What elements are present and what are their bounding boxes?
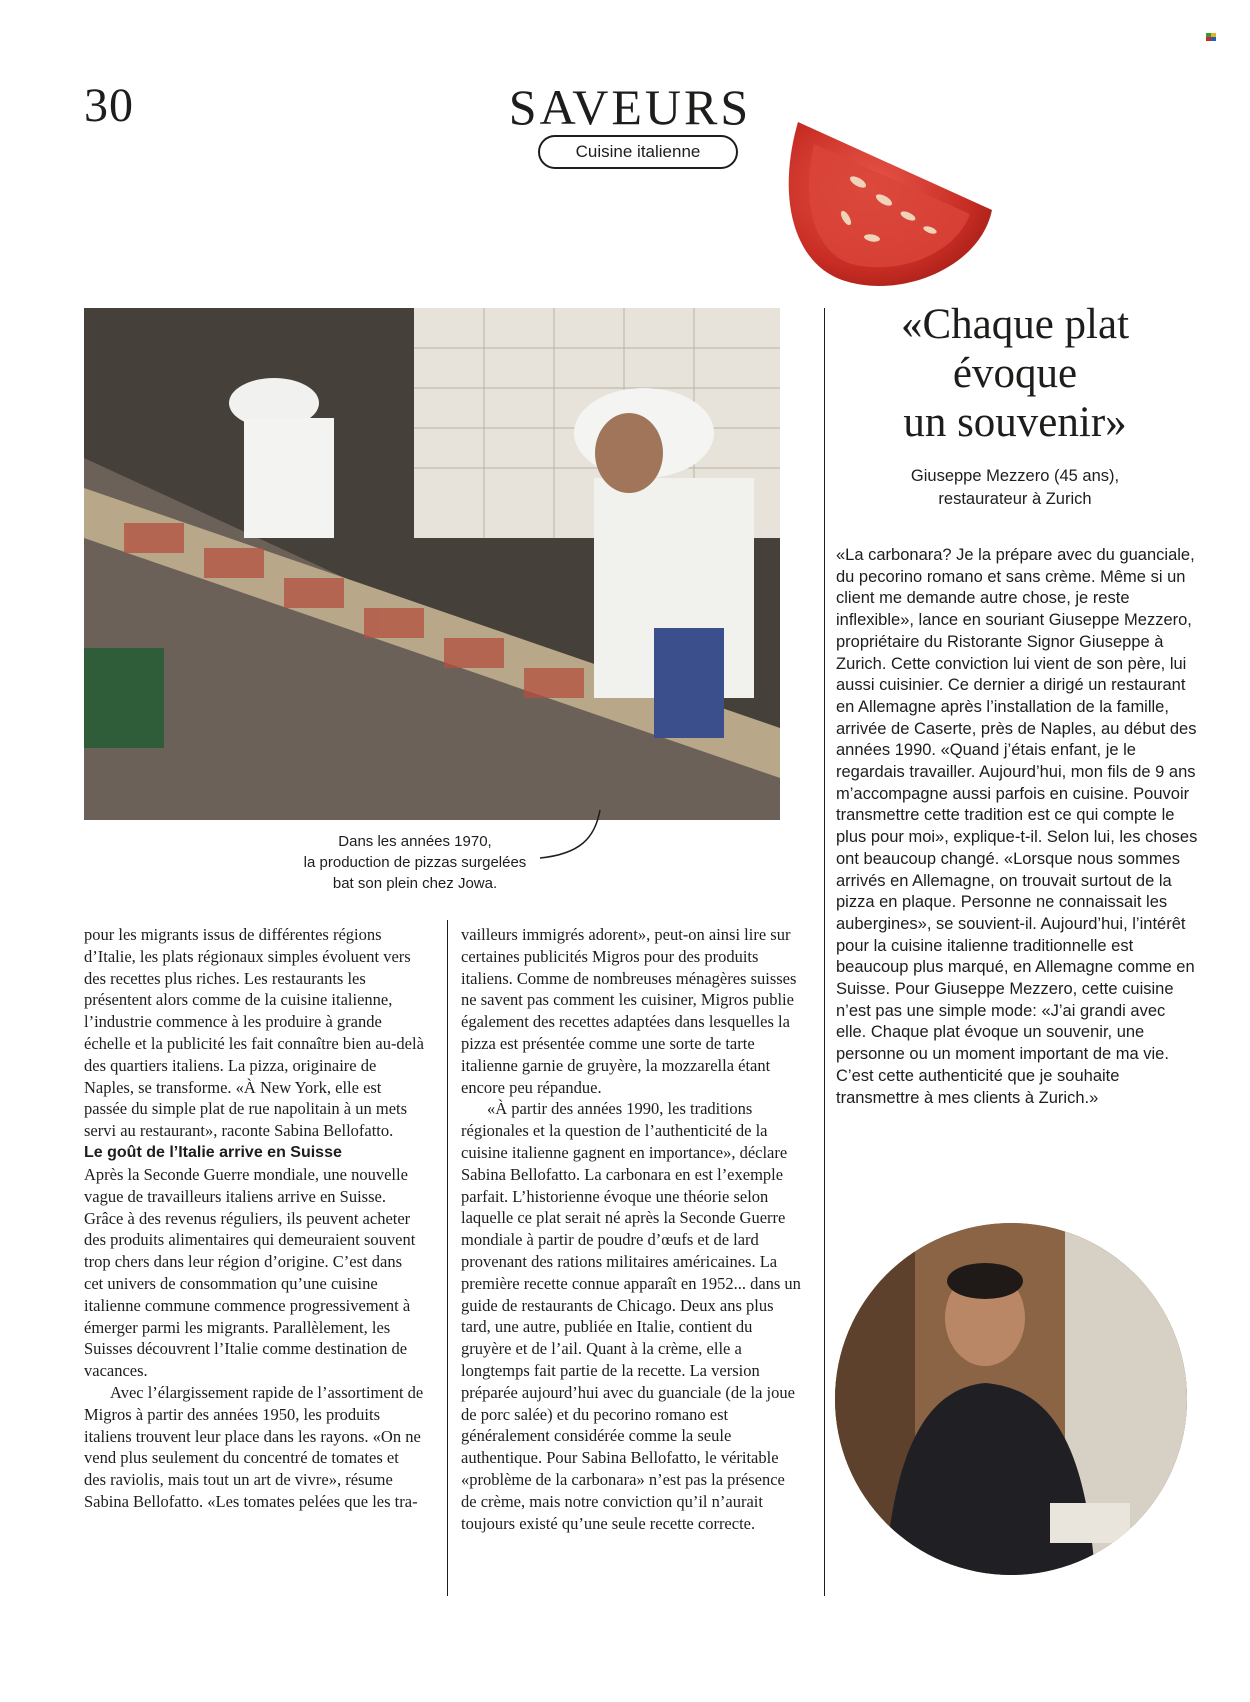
- portrait-photo-chef: [835, 1223, 1187, 1575]
- article-subheading: Le goût de l’Italie arrive en Suisse: [84, 1143, 342, 1161]
- photo-caption: [280, 831, 550, 894]
- tomato-slice-illustration: [780, 118, 1000, 298]
- caption-line-3: bat son plein chez Jowa.: [332, 875, 498, 892]
- article-paragraph: Avec l’élargissement rapide de l’assortiment de Migros à partir des années 1950, les produits italiens trouvent leur place dans les rayons. «On ne vend plus seulement du concentré de tomates et des raviolis, mais tout un art de vivre», résume Sabina Bellofatto. «Les tomates pelées que les tra-: [84, 1382, 424, 1511]
- caption-pointer-line: [540, 808, 640, 868]
- article-paragraph: Après la Seconde Guerre mondiale, une nouvelle vague de travailleurs italiens arrive en Suisse. Grâce à des revenus réguliers, ils peuvent acheter des produits alimentaires qui demeuraient souvent trop chers dans leur région d’origine. C’est dans cet univers de consommation qu’une cuisine italienne commune commence progressivement à émerger parmi les migrants. Parallèlement, les Suisses découvrent l’Italie comme destination de vacances.: [84, 1164, 416, 1381]
- caption-line-1: Dans les années 1970,: [338, 833, 492, 850]
- article-paragraph: «À partir des années 1990, les traditions régionales et la question de l’authenticité de la cuisine italienne gagnent en importance», déclare Sabina Bellofatto. La carbonara en est l’exemple parfait. L’historienne évoque une théorie selon laquelle ce plat serait né après la Seconde Guerre mondiale à partir de poudre d’œufs et de lard provenant des rations militaires américaines. La première recette connue apparaît en 1952... dans un guide de restaurants de Chicago. Deux ans plus tard, une autre, publiée en Italie, contient du gruyère et de l’ail. Quant à la crème, elle a longtemps fait partie de la recette. La version préparée aujourd’hui avec du guanciale (de la joue de porc salée) et du pecorino romano est généralement considérée comme la seule authentique. Pour Sabina Bellofatto, le véritable «problème de la carbonara» n’est pas la présence de crème, mais notre conviction qu’il n’aurait toujours existé qu’une seule recette correcte.: [461, 1099, 801, 1533]
- article-paragraph: pour les migrants issus de différentes régions d’Italie, les plats régionaux simples évoluent vers des recettes plus riches. Les restaurants les présentent alors comme de la cuisine italienne, l’industrie commence à les produire à grande échelle et la publicité les fait connaître bien au-delà des quartiers italiens. La pizza, originaire de Naples, se transforme. «À New York, elle est passée du simple plat de rue napolitain à un mets servi au restaurant», raconte Sabina Bellofatto.: [84, 925, 424, 1141]
- page-number: 30: [84, 79, 134, 132]
- quote-author-role: restaurateur à Zurich: [938, 490, 1092, 508]
- caption-line-2: la production de pizzas surgelées: [303, 854, 527, 871]
- rubric-badge: Cuisine italienne: [538, 135, 738, 169]
- article-column-1: [84, 924, 424, 1513]
- article-column-2: [461, 924, 801, 1534]
- article-paragraph: vailleurs immigrés adorent», peut-on ainsi lire sur certaines publicités Migros pour des produits italiens. Comme de nombreuses ménagères suisses ne savent pas comment les cuisiner, Migros publie également des recettes adaptées dans lesquelles la pizza est présentée comme une sorte de tarte italienne garnie de gruyère, la mozzarella étant encore peu répandue.: [461, 925, 797, 1097]
- sidebar-divider: [824, 308, 825, 1596]
- section-title: SAVEURS: [508, 79, 752, 135]
- quote-author: [860, 465, 1170, 511]
- pull-quote-line-2: évoque: [952, 350, 1078, 397]
- column-divider: [447, 920, 448, 1596]
- pull-quote: [870, 300, 1160, 447]
- print-color-mark: [1206, 33, 1216, 41]
- pull-quote-line-1: «Chaque plat: [900, 301, 1130, 348]
- archive-photo-pizza-production: [84, 308, 780, 820]
- pull-quote-line-3: un souvenir»: [903, 399, 1127, 446]
- interview-text: «La carbonara? Je la prépare avec du guanciale, du pecorino romano et sans crème. Même si un client me demande autre chose, je reste inflexible», lance en souriant Giuseppe Mezzero, propriétaire du Ristorante Signor Giuseppe à Zurich. Cette conviction lui vient de son père, lui aussi cuisinier. Ce dernier a dirigé un restaurant en Allemagne après l’installation de la famille, arrivée de Caserte, près de Naples, au début des années 1990. «Quand j’étais enfant, je le regardais travailler. Aujourd’hui, mon fils de 9 ans m’accompagne aussi parfois en cuisine. Pouvoir transmettre cette tradition est ce qui compte le plus pour moi», explique-t-il. Selon lui, les choses ont beaucoup changé. «Lorsque nous sommes arrivés en Allemagne, on trouvait surtout de la pizza en plaque. Personne ne connaissait les aubergines», se souvient-il. Aujourd’hui, l’intérêt pour la cuisine italienne traditionnelle est beaucoup plus marqué, en Allemagne comme en Suisse. Pour Giuseppe Mezzero, cette cuisine n’est pas une simple mode: «J’ai grandi avec elle. Chaque plat évoque un souvenir, une personne ou un moment important de ma vie. C’est cette authenticité que je souhaite transmettre à mes clients à Zurich.»: [836, 546, 1198, 1107]
- quote-author-name: Giuseppe Mezzero (45 ans),: [910, 467, 1120, 485]
